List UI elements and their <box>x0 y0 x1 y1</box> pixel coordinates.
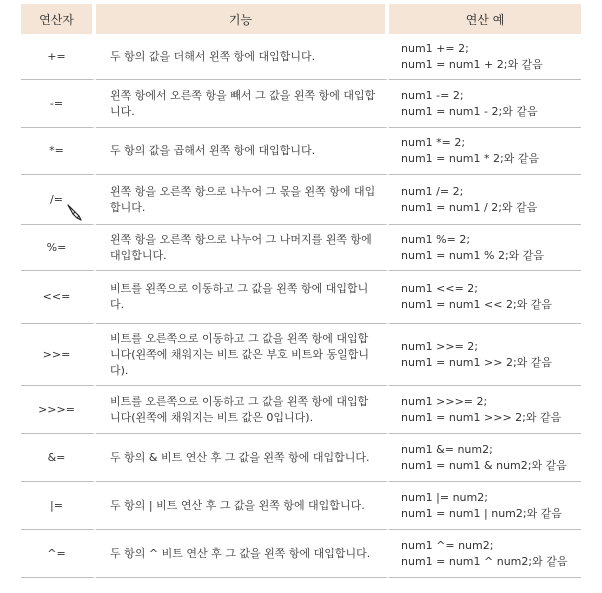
operator-cell: &= <box>21 434 96 482</box>
example-cell <box>389 386 581 434</box>
example-cell <box>389 128 581 175</box>
example-line-2: num1 = num1 ^ num2;와 같음 <box>401 554 568 568</box>
operator-cell: >>>= <box>21 386 96 434</box>
table-row <box>21 434 581 482</box>
example-line-2: num1 = num1 * 2;와 같음 <box>401 152 540 165</box>
operator-cell: <<= <box>21 271 96 324</box>
description-cell: 비트를 오른쪽으로 이동하고 그 값을 왼쪽 항에 대입합니다(왼쪽에 채워지는 비트 값은 부호 비트와 동일합니다). <box>96 324 389 386</box>
example-line-2: num1 = num1 | num2;와 같음 <box>401 506 562 520</box>
example-line-2: num1 = num1 + 2;와 같음 <box>401 57 543 71</box>
description-cell: 비트를 오른쪽으로 이동하고 그 값을 왼쪽 항에 대입합니다(왼쪽에 채워지는 비트 값은 0입니다). <box>96 386 389 434</box>
example-cell <box>389 530 581 578</box>
example-line-2: num1 = num1 >>> 2;와 같음 <box>401 410 562 424</box>
description-cell: 두 항의 & 비트 연산 후 그 값을 왼쪽 항에 대입합니다. <box>96 434 389 482</box>
example-line-1: num1 &= num2; <box>401 442 493 456</box>
description-cell: 비트를 왼쪽으로 이동하고 그 값을 왼쪽 항에 대입합니다. <box>96 271 389 324</box>
table-row <box>21 482 581 530</box>
description-cell: 두 항의 값을 곱해서 왼쪽 항에 대입합니다. <box>96 128 389 175</box>
example-line-2: num1 = num1 & num2;와 같음 <box>401 458 567 472</box>
example-line-1: num1 /= 2; <box>401 184 464 198</box>
table-row <box>21 324 581 386</box>
table-row <box>21 128 581 175</box>
table-row <box>21 225 581 271</box>
operator-table-container <box>21 4 581 578</box>
description-cell: 두 항의 | 비트 연산 후 그 값을 왼쪽 항에 대입합니다. <box>96 482 389 530</box>
example-cell <box>389 324 581 386</box>
example-cell <box>389 271 581 324</box>
description-cell: 왼쪽 항을 오른쪽 항으로 나누어 그 몫을 왼쪽 항에 대입합니다. <box>96 175 389 225</box>
operator-cell: *= <box>21 128 96 175</box>
pencil-cursor-icon <box>66 203 84 227</box>
operator-cell: %= <box>21 225 96 271</box>
operator-cell: += <box>21 34 96 80</box>
description-cell: 왼쪽 항을 오른쪽 항으로 나누어 그 나머지를 왼쪽 항에 대입합니다. <box>96 225 389 271</box>
example-line-1: num1 >>= 2; <box>401 339 479 353</box>
example-line-2: num1 = num1 / 2;와 같음 <box>401 200 538 214</box>
example-line-1: num1 += 2; <box>401 41 469 55</box>
example-cell <box>389 225 581 271</box>
operator-cell: -= <box>21 80 96 128</box>
table-row <box>21 80 581 128</box>
description-cell: 왼쪽 항에서 오른쪽 항을 빼서 그 값을 왼쪽 항에 대입합니다. <box>96 80 389 128</box>
example-line-1: num1 %= 2; <box>401 232 471 246</box>
example-line-1: num1 >>>= 2; <box>401 394 488 408</box>
example-cell <box>389 34 581 80</box>
operator-cell: |= <box>21 482 96 530</box>
operator-cell: >>= <box>21 324 96 386</box>
example-line-1: num1 |= num2; <box>401 490 488 504</box>
compound-assignment-operator-table <box>21 4 581 578</box>
table-row <box>21 175 581 225</box>
example-cell <box>389 482 581 530</box>
table-row <box>21 34 581 80</box>
header-operator: 연산자 <box>21 4 96 34</box>
table-row <box>21 530 581 578</box>
operator-cell: ^= <box>21 530 96 578</box>
description-cell: 두 항의 값을 더해서 왼쪽 항에 대입합니다. <box>96 34 389 80</box>
example-line-1: num1 ^= num2; <box>401 538 494 552</box>
example-line-2: num1 = num1 % 2;와 같음 <box>401 248 545 262</box>
example-cell <box>389 80 581 128</box>
example-line-1: num1 <<= 2; <box>401 282 479 295</box>
table-row <box>21 271 581 324</box>
example-cell <box>389 434 581 482</box>
example-line-1: num1 -= 2; <box>401 88 464 102</box>
example-cell <box>389 175 581 225</box>
example-line-1: num1 *= 2; <box>401 136 466 149</box>
example-line-2: num1 = num1 - 2;와 같음 <box>401 104 538 118</box>
table-header-row <box>21 4 581 34</box>
header-example: 연산 예 <box>389 4 581 34</box>
example-line-2: num1 = num1 << 2;와 같음 <box>401 298 553 311</box>
description-cell: 두 항의 ^ 비트 연산 후 그 값을 왼쪽 항에 대입합니다. <box>96 530 389 578</box>
example-line-2: num1 = num1 >> 2;와 같음 <box>401 355 553 369</box>
table-row <box>21 386 581 434</box>
operator-cell: /= <box>21 175 96 225</box>
header-function: 기능 <box>96 4 389 34</box>
